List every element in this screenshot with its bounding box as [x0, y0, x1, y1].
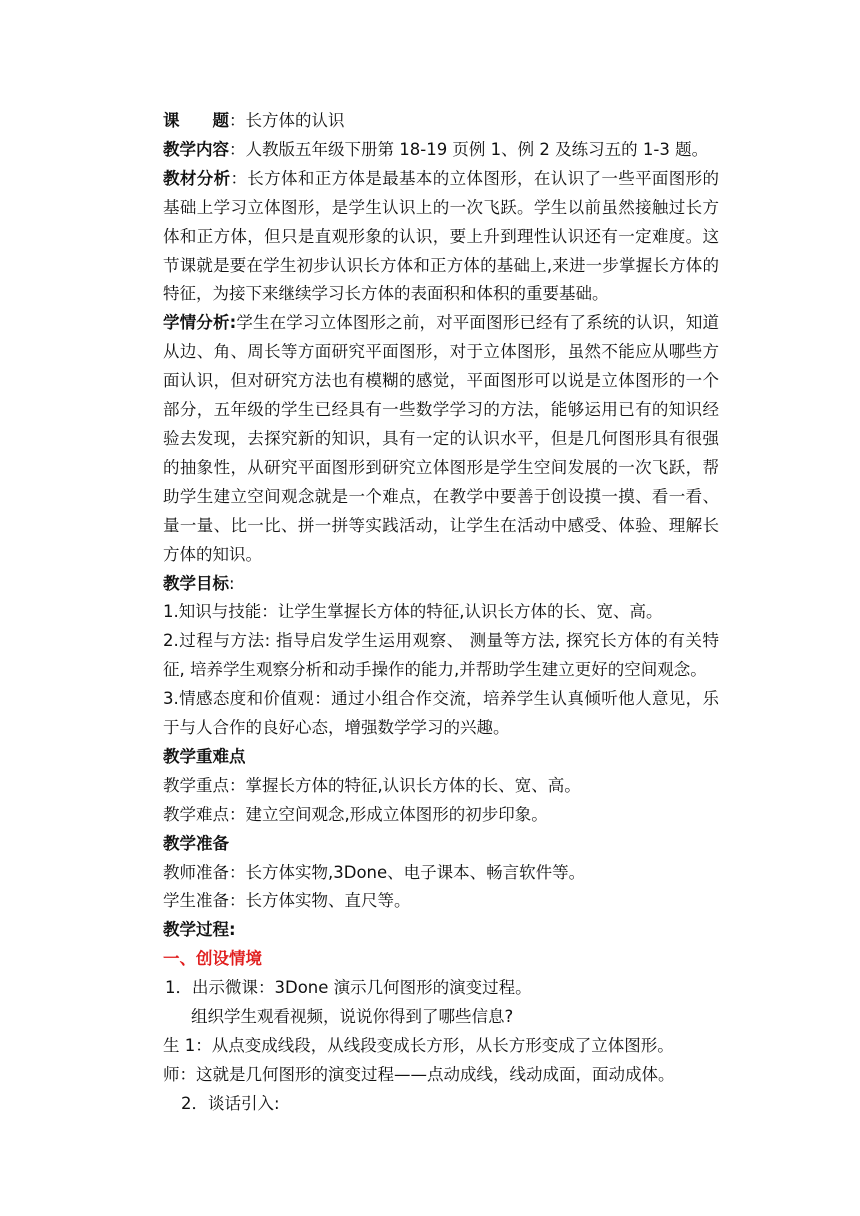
title-value: 长方体的认识	[245, 111, 345, 130]
lesson-plan-body	[163, 107, 719, 1119]
title-label: 课 题	[163, 111, 229, 130]
step-1-sub: 组织学生观看视频，说说你得到了哪些信息?	[191, 1007, 514, 1027]
goals-label: 教学目标	[163, 573, 229, 593]
goal-2: 2.过程与方法: 指导启发学生运用观察、 测量等方法, 探究长方体的有关特征, 培养学生观察分析和动手操作的能力,并帮助学生建立更好的空间观念。	[163, 631, 719, 680]
goals-heading: 教学目标:	[163, 573, 235, 593]
title-line: 课 题：长方体的认识	[163, 111, 345, 130]
section-1-heading: 一、创设情境	[163, 949, 262, 969]
step-1: 1．出示微课：3Done 演示几何图形的演变过程。	[165, 978, 532, 998]
content-label: 教学内容	[163, 139, 229, 159]
goal-3: 3.情感态度和价值观：通过小组合作交流，培养学生认真倾听他人意见，乐于与人合作的良好心态，增强数学学习的兴趣。	[163, 689, 719, 738]
process-heading: 教学过程:	[163, 920, 236, 940]
content-line: 教学内容：人教版五年级下册第 18-19 页例 1、例 2 及练习五的 1-3 题。	[163, 139, 709, 159]
content-value: 人教版五年级下册第 18-19 页例 1、例 2 及练习五的 1-3 题。	[245, 139, 709, 159]
student-prep: 学生准备：长方体实物、直尺等。	[163, 891, 411, 911]
step-2: 2．谈话引入:	[181, 1093, 280, 1113]
key-heading: 教学重难点	[163, 746, 246, 766]
student-value: 学生在学习立体图形之前，对平面图形已经有了系统的认识，知道从边、角、周长等方面研究平面图形，对于立体图形，虽然不能应从哪些方面认识，但对研究方法也有模糊的感觉，平面图形可以说是立体图形的一个部分，五年级的学生已经具有一些数学学习的方法，能够运用已有的知识经验去发现，去探究新的知识，具有一定的认识水平，但是几何图形具有很强的抽象性，从研究平面图形到研究立体图形是学生空间发展的一次飞跃，帮助学生建立空间观念就是一个难点，在教学中要善于创设摸一摸、看一看、量一量、比一比、拼一拼等实践活动，让学生在活动中感受、体验、理解长方体的知识。	[163, 313, 720, 564]
student-analysis-paragraph	[131, 309, 719, 569]
material-analysis-paragraph: 教材分析：长方体和正方体是最基本的立体图形，在认识了一些平面图形的基础上学习立体图形，是学生认识上的一次飞跃。学生以前虽然接触过长方体和正方体，但只是直观形象的认识，要上升到理性认识还有一定难度。这节课就是要在学生初步认识长方体和正方体的基础上,来进一步掌握长方体的特征，为接下来继续学习长方体的表面积和体积的重要基础。	[163, 168, 719, 304]
student-label: 学情分析:	[163, 313, 237, 333]
material-label: 教材分析	[163, 168, 231, 188]
prep-heading: 教学准备	[163, 833, 229, 853]
teacher-1-remark: 师：这就是几何图形的演变过程——点动成线，线动成面，面动成体。	[163, 1064, 675, 1084]
material-value: 长方体和正方体是最基本的立体图形，在认识了一些平面图形的基础上学习立体图形，是学生认识上的一次飞跃。学生以前虽然接触过长方体和正方体，但只是直观形象的认识，要上升到理性认识还有一定难度。这节课就是要在学生初步认识长方体和正方体的基础上,来进一步掌握长方体的特征，为接下来继续学习长方体的表面积和体积的重要基础。	[163, 168, 719, 304]
teacher-prep: 教师准备：长方体实物,3Done、电子课本、畅言软件等。	[163, 862, 586, 882]
key-point: 教学重点：掌握长方体的特征,认识长方体的长、宽、高。	[163, 775, 581, 795]
student-1-answer: 生 1：从点变成线段，从线段变成长方形，从长方形变成了立体图形。	[163, 1036, 674, 1055]
goal-1: 1.知识与技能：让学生掌握长方体的特征,认识长方体的长、宽、高。	[163, 602, 663, 622]
difficult-point: 教学难点：建立空间观念,形成立体图形的初步印象。	[163, 804, 548, 824]
